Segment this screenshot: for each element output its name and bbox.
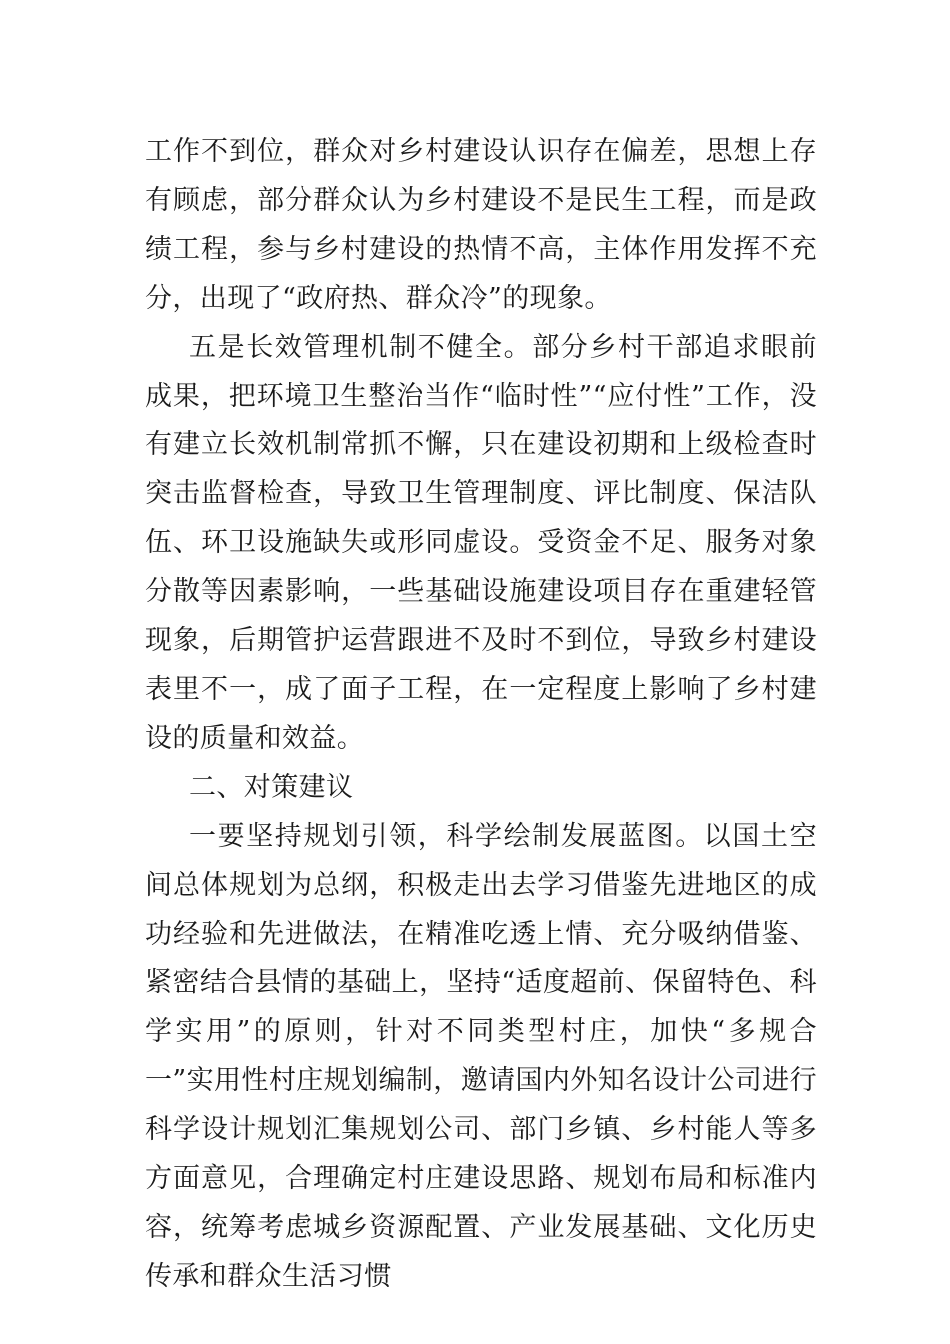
paragraph-point-five: 五是长效管理机制不健全。部分乡村干部追求眼前成果，把环境卫生整治当作“临时性”“应付性”工作，没有建立长效机制常抓不懈，只在建设初期和上级检查时突击监督检查，导致卫生管理制度、评比制度、保洁队伍、环卫设施缺失或形同虚设。受资金不足、服务对象分散等因素影响，一些基础设施建设项目存在重建轻管现象，后期管护运营跟进不及时不到位，导致乡村建设表里不一，成了面子工程，在一定程度上影响了乡村建设的质量和效益。: [145, 331, 817, 754]
document-body: [145, 128, 817, 1302]
section-heading-countermeasures: 二、对策建议: [189, 771, 354, 803]
paragraph-continuation: 工作不到位，群众对乡村建设认识存在偏差，思想上存有顾虑，部分群众认为乡村建设不是民生工程，而是政绩工程，参与乡村建设的热情不高，主体作用发挥不充分，出现了“政府热、群众冷”的现象。: [145, 136, 817, 314]
paragraph-planning-guidance: 一要坚持规划引领，科学绘制发展蓝图。以国土空间总体规划为总纲，积极走出去学习借鉴先进地区的成功经验和先进做法，在精准吃透上情、充分吸纳借鉴、紧密结合县情的基础上，坚持“适度超前、保留特色、科学实用”的原则，针对不同类型村庄，加快“多规合一”实用性村庄规划编制，邀请国内外知名设计公司进行科学设计规划汇集规划公司、部门乡镇、乡村能人等多方面意见，合理确定村庄建设思路、规划布局和标准内容，统筹考虑城乡资源配置、产业发展基础、文化历史传承和群众生活习惯: [145, 820, 817, 1292]
